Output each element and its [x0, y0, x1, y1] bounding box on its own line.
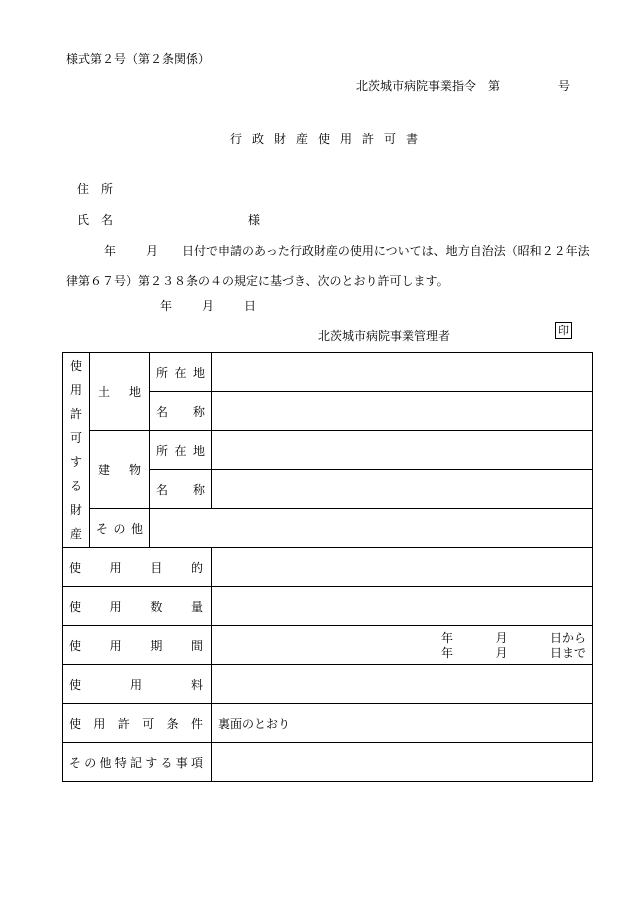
table-row — [63, 509, 593, 548]
period-label: 使用期間 — [63, 626, 212, 665]
conditions-value: 裏面のとおり — [212, 704, 593, 743]
directive-prefix: 北茨城市病院事業指令 第 — [356, 79, 501, 93]
table-row — [63, 548, 593, 587]
property-header-char: 産 — [69, 527, 82, 541]
body-month: 月 — [146, 244, 159, 258]
purpose-value[interactable] — [212, 548, 593, 587]
document-title: 行政財産使用許可書 — [230, 132, 429, 146]
property-header-char: 用 — [69, 383, 82, 397]
table-row — [63, 431, 593, 470]
issue-day: 日 — [244, 299, 257, 313]
property-header-char: 使 — [69, 359, 82, 373]
issue-date — [160, 297, 256, 314]
fee-label: 使用料 — [63, 665, 212, 704]
fee-value[interactable] — [212, 665, 593, 704]
land-label: 土 地 — [90, 353, 150, 431]
land-name-label: 名称 — [150, 392, 212, 431]
quantity-value[interactable] — [212, 587, 593, 626]
table-row — [63, 353, 593, 392]
building-name-label: 名称 — [150, 470, 212, 509]
issue-year: 年 — [160, 299, 173, 313]
quantity-label: 使用数量 — [63, 587, 212, 626]
period-to — [441, 646, 586, 660]
form-number: 様式第２号（第２条関係） — [66, 52, 211, 66]
period-from-day: 日から — [549, 631, 586, 645]
remarks-value[interactable] — [212, 743, 593, 782]
land-name-value[interactable] — [212, 392, 593, 431]
conditions-label: 使用許可条件 — [63, 704, 212, 743]
period-from — [441, 631, 586, 645]
period-to-year: 年 — [441, 646, 454, 660]
property-table — [62, 352, 593, 782]
table-row — [63, 587, 593, 626]
other-value[interactable] — [150, 509, 593, 548]
period-from-year: 年 — [441, 631, 454, 645]
table-row — [63, 743, 593, 782]
permission-text — [66, 236, 596, 296]
table-row — [63, 704, 593, 743]
directive-suffix: 号 — [558, 79, 571, 93]
property-header-char: る — [69, 479, 82, 493]
remarks-label: その他特記する事項 — [63, 743, 212, 782]
honorific: 様 — [248, 213, 261, 227]
other-label: その他 — [90, 509, 150, 548]
body-year: 年 — [104, 244, 117, 258]
seal-mark: 印 — [555, 322, 572, 339]
address-label: 住所 — [77, 182, 126, 196]
period-from-month: 月 — [495, 631, 508, 645]
table-row — [63, 665, 593, 704]
land-location-value[interactable] — [212, 353, 593, 392]
building-name-value[interactable] — [212, 470, 593, 509]
table-row — [63, 626, 593, 665]
issue-month: 月 — [202, 299, 215, 313]
building-location-value[interactable] — [212, 431, 593, 470]
name-label: 氏名 — [77, 213, 126, 227]
property-header — [63, 353, 90, 548]
property-header-char: 財 — [69, 503, 82, 517]
property-header-char: 許 — [69, 407, 82, 421]
period-to-month: 月 — [495, 646, 508, 660]
purpose-label: 使用目的 — [63, 548, 212, 587]
body-text: 日付で申請のあった行政財産の使用については、地方自治法（昭和２２年法律第６７号）第２３８条の４の規定に基づき、次のとおり許可します。 — [66, 244, 590, 288]
authority-name: 北茨城市病院事業管理者 — [318, 329, 451, 343]
building-location-label: 所在地 — [150, 431, 212, 470]
period-to-day: 日まで — [549, 646, 586, 660]
period-value[interactable] — [212, 626, 593, 665]
property-header-char: 可 — [69, 431, 82, 445]
directive-number — [356, 77, 570, 94]
building-label: 建 物 — [90, 431, 150, 509]
land-location-label: 所在地 — [150, 353, 212, 392]
property-header-char: す — [69, 455, 82, 469]
